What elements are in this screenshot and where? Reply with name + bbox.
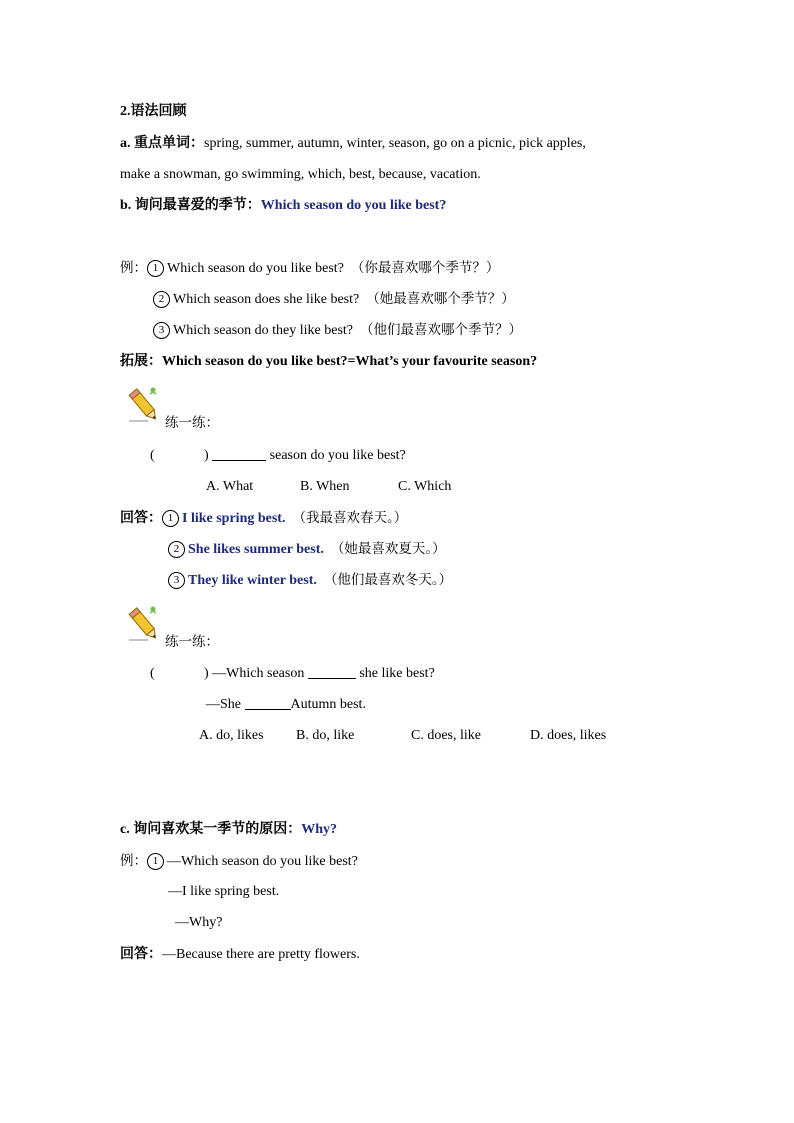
- practice-1-title: 练一练：: [165, 415, 219, 431]
- key-words-label: a. 重点单词：: [120, 136, 204, 151]
- option-d[interactable]: D. does, likes: [530, 728, 607, 743]
- example-en: Which season do they like best?: [173, 323, 354, 338]
- answer-row-2: [168, 539, 446, 560]
- circled-number: 3: [168, 572, 185, 589]
- example-label: 例：: [120, 853, 147, 869]
- practice-1-stem: season do you like best?: [269, 448, 406, 463]
- option-a[interactable]: A. do, likes: [199, 728, 264, 743]
- option-a[interactable]: A. What: [206, 479, 254, 494]
- option-c[interactable]: C. Which: [398, 479, 452, 494]
- key-words-text-1: spring, summer, autumn, winter, season, go on a picnic, pick apples,: [204, 136, 586, 151]
- option-b[interactable]: B. do, like: [296, 728, 355, 743]
- answer-cn: （他们最喜欢冬天。）: [323, 572, 453, 588]
- extension-line: [120, 352, 537, 372]
- key-words-line-2: make a snowman, go swimming, which, best, because, vacation.: [120, 167, 481, 182]
- answer-slot-close: ): [204, 666, 209, 681]
- example-cn: （你最喜欢哪个季节？）: [350, 260, 500, 276]
- practice-2-q2-post: Autumn best.: [290, 697, 366, 712]
- reason-example-row-1: [120, 851, 358, 872]
- pencil-icon: [126, 603, 166, 643]
- answer-en: I like spring best.: [182, 511, 286, 526]
- example-label: 例：: [120, 260, 147, 276]
- reason-question: Why?: [301, 822, 338, 837]
- circled-number: 1: [147, 853, 164, 870]
- practice-2-q1-post: she like best?: [359, 666, 435, 681]
- option-b[interactable]: B. When: [300, 479, 350, 494]
- favourite-season-heading: [120, 196, 446, 216]
- circled-number: 1: [162, 510, 179, 527]
- practice-2-q2-pre: —She: [206, 697, 241, 712]
- practice-2-question-1: [150, 664, 435, 684]
- extension-label: 拓展：: [120, 354, 162, 369]
- answer-slot-close: ): [204, 448, 209, 463]
- answer-row-1: [120, 508, 407, 529]
- answer-cn: （我最喜欢春天。）: [292, 510, 408, 526]
- circled-number: 1: [147, 260, 164, 277]
- reason-answer-row: [120, 945, 360, 965]
- option-c[interactable]: C. does, like: [411, 728, 481, 743]
- extension-text: Which season do you like best?=What’s your favourite season?: [162, 354, 538, 369]
- section-title: 2.语法回顾: [120, 104, 187, 119]
- reason-label: c. 询问喜欢某一季节的原因：: [120, 822, 302, 837]
- circled-number: 2: [168, 541, 185, 558]
- example-row-1: [120, 258, 499, 279]
- practice-2-title: 练一练：: [165, 634, 219, 650]
- circled-number: 3: [153, 322, 170, 339]
- answer-row-3: [168, 570, 452, 591]
- example-cn: （她最喜欢哪个季节？）: [366, 291, 515, 307]
- reason-answer: —Because there are pretty flowers.: [162, 947, 360, 962]
- reason-example-row-3: —Why?: [175, 915, 223, 930]
- key-words-line-1: [120, 134, 586, 154]
- favourite-season-label: b. 询问最喜爱的季节：: [120, 198, 261, 213]
- reason-example-line: —Which season do you like best?: [167, 854, 358, 869]
- answer-cn: （她最喜欢夏天。）: [330, 541, 446, 557]
- blank-line[interactable]: [212, 446, 266, 461]
- example-en: Which season do you like best?: [167, 261, 344, 276]
- practice-1-question: [150, 446, 406, 466]
- answer-slot[interactable]: (: [150, 448, 155, 463]
- practice-2-q1-pre: —Which season: [212, 666, 305, 681]
- example-row-2: [153, 289, 515, 310]
- answer-en: They like winter best.: [188, 573, 317, 588]
- circled-number: 2: [153, 291, 170, 308]
- answer-en: She likes summer best.: [188, 542, 324, 557]
- reason-heading: [120, 820, 337, 840]
- example-cn: （他们最喜欢哪个季节？）: [360, 322, 523, 338]
- example-row-3: [153, 320, 522, 341]
- blank-line[interactable]: [308, 664, 356, 679]
- answer-label: 回答：: [120, 511, 162, 526]
- answer-label: 回答：: [120, 947, 162, 962]
- example-en: Which season does she like best?: [173, 292, 360, 307]
- reason-example-row-2: —I like spring best.: [168, 884, 280, 899]
- pencil-icon: [126, 384, 166, 424]
- blank-line[interactable]: [245, 695, 291, 710]
- practice-2-question-2: [206, 695, 366, 715]
- favourite-season-question: Which season do you like best?: [260, 198, 447, 213]
- answer-slot[interactable]: (: [150, 666, 155, 681]
